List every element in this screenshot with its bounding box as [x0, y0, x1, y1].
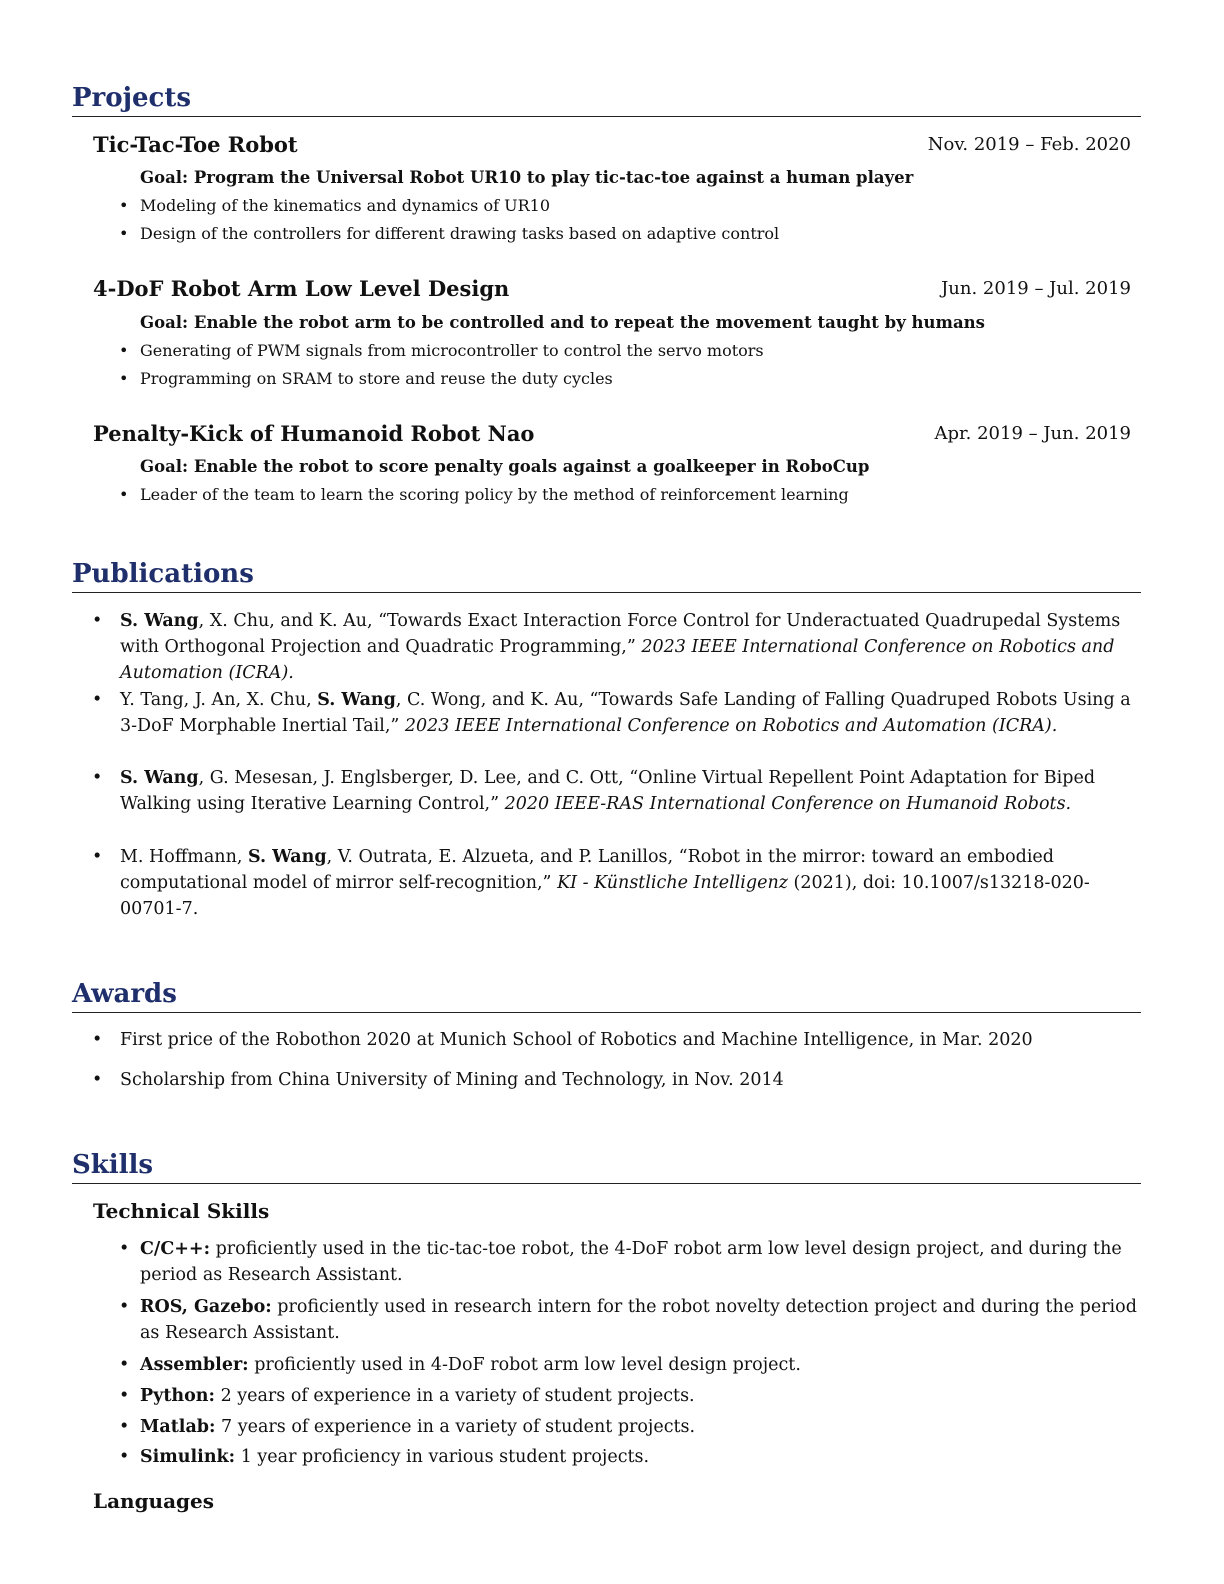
project-goal: Goal: Program the Universal Robot UR10 to play tic-tac-toe against a human player [140, 168, 914, 187]
author-highlight: S. Wang [120, 768, 199, 788]
publication-venue: 2023 IEEE International Conference on Robotics and Automation (ICRA). [120, 637, 1115, 683]
publication-item: • S. Wang, G. Mesesan, J. Englsberger, D. Lee, and C. Ott, “Online Virtual Repellent Point Adaptation for Biped Walking using Iterative Learning Control,” 2020 IEEE-RAS International Conference on Humanoid Robots. [92, 765, 1142, 817]
publication-venue: KI - Künstliche Intelligenz [557, 873, 788, 893]
section-title-projects: Projects [72, 83, 192, 113]
award-item: • Scholarship from China University of Mining and Technology, in Nov. 2014 [92, 1070, 784, 1090]
author-highlight: S. Wang [317, 690, 396, 710]
bullet-marker: • [119, 369, 129, 388]
bullet-marker: • [92, 611, 103, 631]
project-bullet: • Design of the controllers for different drawing tasks based on adaptive control [119, 224, 780, 243]
bullet-marker: • [119, 1417, 130, 1437]
project-dates: Jun. 2019 – Jul. 2019 [941, 278, 1131, 299]
bullet-marker: • [119, 1386, 130, 1406]
skill-name: ROS, Gazebo: [140, 1297, 272, 1317]
publication-venue: 2020 IEEE-RAS International Conference on Humanoid Robots. [504, 794, 1072, 814]
project-goal: Goal: Enable the robot to score penalty goals against a goalkeeper in RoboCup [140, 457, 870, 476]
section-rule [72, 116, 1141, 117]
publication-item: • S. Wang, X. Chu, and K. Au, “Towards Exact Interaction Force Control for Underactuated Quadrupedal Systems with Orthogonal Projection and Quadratic Programming,” 2023 IEEE International Conference on Robotics and Automation (ICRA). [92, 608, 1142, 686]
skill-name: Python: [140, 1386, 215, 1406]
bullet-marker: • [92, 847, 103, 867]
section-title-publications: Publications [72, 559, 254, 589]
subsection-title-languages: Languages [93, 1489, 215, 1513]
skill-item: • C/C++: proficiently used in the tic-tac-toe robot, the 4-DoF robot arm low level design project, and during the period as Research Assistant. [119, 1236, 1139, 1288]
skill-item: • Python: 2 years of experience in a variety of student projects. [119, 1383, 1139, 1409]
bullet-marker: • [119, 1297, 130, 1317]
project-title: Penalty-Kick of Humanoid Robot Nao [93, 421, 535, 446]
bullet-marker: • [119, 1447, 130, 1467]
section-rule [72, 1012, 1141, 1013]
bullet-marker: • [92, 1030, 103, 1050]
skill-item: • Assembler: proficiently used in 4-DoF robot arm low level design project. [119, 1352, 1139, 1378]
skill-name: Assembler: [140, 1355, 249, 1375]
bullet-marker: • [119, 196, 129, 215]
skill-name: C/C++: [140, 1239, 211, 1259]
skill-item: • Matlab: 7 years of experience in a variety of student projects. [119, 1414, 1139, 1440]
publication-venue: 2023 IEEE International Conference on Robotics and Automation (ICRA). [404, 716, 1058, 736]
bullet-marker: • [92, 1070, 103, 1090]
project-bullet: • Leader of the team to learn the scoring policy by the method of reinforcement learning [119, 485, 849, 504]
bullet-marker: • [119, 1355, 130, 1375]
project-bullet: • Generating of PWM signals from microcontroller to control the servo motors [119, 341, 764, 360]
author-highlight: S. Wang [247, 847, 327, 867]
skill-name: Matlab: [140, 1417, 216, 1437]
subsection-title-technical-skills: Technical Skills [93, 1199, 270, 1223]
publication-item: • Y. Tang, J. An, X. Chu, S. Wang, C. Wong, and K. Au, “Towards Safe Landing of Falling Quadruped Robots Using a 3-DoF Morphable Inertial Tail,” 2023 IEEE International Conference on Robotics and Automation (ICRA). [92, 687, 1142, 739]
project-goal: Goal: Enable the robot arm to be controlled and to repeat the movement taught by humans [140, 313, 985, 332]
project-title: Tic-Tac-Toe Robot [93, 132, 298, 157]
project-title: 4-DoF Robot Arm Low Level Design [93, 276, 510, 301]
project-dates: Apr. 2019 – Jun. 2019 [934, 423, 1131, 444]
bullet-marker: • [92, 768, 103, 788]
project-dates: Nov. 2019 – Feb. 2020 [927, 134, 1131, 155]
bullet-marker: • [119, 1239, 130, 1259]
section-title-awards: Awards [72, 979, 177, 1009]
project-bullet: • Programming on SRAM to store and reuse the duty cycles [119, 369, 613, 388]
section-title-skills: Skills [72, 1150, 154, 1180]
award-item: • First price of the Robothon 2020 at Munich School of Robotics and Machine Intelligence, in Mar. 2020 [92, 1030, 1033, 1050]
bullet-marker: • [92, 690, 103, 710]
bullet-marker: • [119, 224, 129, 243]
publication-item: • M. Hoffmann, S. Wang, V. Outrata, E. Alzueta, and P. Lanillos, “Robot in the mirror: toward an embodied computational model of mirror self-recognition,” KI - Künstliche Intelligenz (2021), doi: 10.1007/s13218-020-00701-7. [92, 844, 1142, 922]
author-highlight: S. Wang [120, 611, 199, 631]
skill-item: • ROS, Gazebo: proficiently used in research intern for the robot novelty detection project and during the period as Research Assistant. [119, 1294, 1139, 1346]
section-rule [72, 592, 1141, 593]
skill-item: • Simulink: 1 year proficiency in various student projects. [119, 1444, 1139, 1470]
skill-name: Simulink: [140, 1447, 236, 1467]
bullet-marker: • [119, 485, 129, 504]
section-rule [72, 1183, 1141, 1184]
bullet-marker: • [119, 341, 129, 360]
project-bullet: • Modeling of the kinematics and dynamics of UR10 [119, 196, 550, 215]
